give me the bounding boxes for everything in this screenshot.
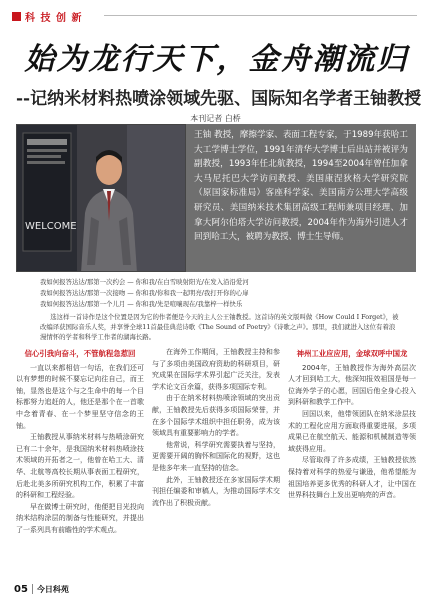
body-columns [16,347,416,579]
body-column-2 [152,347,280,579]
body-column-1 [16,347,144,579]
body-paragraph: 此外，王铀教授还在多家国际学术期刊担任编委和审稿人，为推动国际学术交流作出了积极贡献。 [152,475,280,507]
page-footer [14,583,69,595]
body-paragraph: 回国以来，他带领团队在纳米涂层技术的工程化应用方面取得重要进展，多项成果已在航空航天、能源和机械制造等领域获得应用。 [288,409,416,453]
article-byline: 本刊记者 白桥 [190,114,241,123]
poem-line: 我如何报答达达/那第一次约会 — 你和我/在白雪映射阳光/在发入沿沿爱河 [40,278,249,286]
body-paragraph: 早在做博士研究时，他便把目光投向纳米结构涂层的制备与性能研究，并提出了一系列具有前瞻性的学术观点。 [16,502,144,534]
header-rule [104,15,417,16]
body-paragraph: 王铀教授从事纳米材料与热喷涂研究已有二十余年，是我国纳米材料热喷涂技术领域的开拓者之一，他曾在哈工大、清华、北航等高校长期从事表面工程研究，后赴北美多所研究机构工作，积累了丰富的科研和工程经验。 [16,433,144,500]
body-paragraph: 一直以来都相信一句话，在我们还可以有梦想的时候不要忘记向往自己，而王铀，显然也是这个与之生命中的每一个目标都努力追赶的人，他还是那个在一首歌中念着青春、在一个梦里坚守信念的王铀。 [16,363,144,430]
article-title: 始为龙行天下，金舟潮流归 [24,42,409,77]
article-subtitle: --记纳米材料热喷涂领域先驱、国际知名学者王铀教授 [16,89,422,109]
body-paragraph: 在海外工作期间，王铀教授主持和参与了多项由美国政府资助的科研项目，研究成果在国际学术界引起广泛关注，发表学术论文百余篇，获得多项国际专利。 [152,348,280,391]
section-heading: 信心引我向奋斗，不管航程急惹回 [24,349,136,358]
section-tag [12,8,82,24]
section-heading: 神州工业应应用，金球双呼中国龙 [296,349,408,358]
body-paragraph: 由于在纳米材料热喷涂领域的突出贡献，王铀教授先后获得多项国际荣誉，并在多个国际学术组织中担任职务，成为该领域具有重要影响力的学者。 [152,394,280,438]
footer-divider [32,584,33,594]
welcome-sign-text: WELCOME [25,221,77,232]
section-label: 科 技 创 新 [25,12,83,24]
poem-block [40,277,400,342]
portrait-photo [16,124,186,272]
bio-info-box: 王铀 教授，摩擦学家、表面工程专家，于1989年获哈工大工学博士学位，1991年清华大学博士后出站并被评为副教授，1993年任北航教授，1994至2004年曾任加拿大马尼托巴大学访问教授、美国康涅狄格大学研究院（原国家标准局）客座科学家、美国南方公理大学高级研究员、美国纳米技术集团高级工程师兼项目经理、加拿大阿尔伯塔大学访问教授，2004年作为海外引进人才回到哈工大，被聘为教授、博士生导师。 [186,124,416,272]
body-paragraph: 2004年，王铀教授作为海外高层次人才回到哈工大，他深知报效祖国是每一位海外学子的心愿，回国后他全身心投入到科研和教学工作中。 [288,363,416,407]
poem-line: 我如何报答达达/那第一次接吻 — 你和我/你和我一起明亮/我打开你的心扉 [40,289,249,297]
page-number: 05 [14,583,28,595]
body-paragraph: 他常说，科学研究需要执着与坚持，更需要开阔的胸怀和国际化的视野，这也是他多年来一直坚持的信念。 [152,440,280,472]
body-column-3 [288,347,416,579]
body-paragraph: 尽管取得了许多成绩，王铀教授依然保持着对科学的热爱与谦逊，他希望能为祖国培养更多优秀的科研人才，让中国在世界科技舞台上发出更响亮的声音。 [288,456,416,500]
section-tag-square [12,12,21,21]
portrait-illustration [17,125,186,272]
poem-line: 我如何报答达达/那第一个儿月 — 你和我/先是喧嚷现在/我靠梓一样快乐 [40,300,243,308]
publication-name: 今日科苑 [36,584,69,594]
poem-note: 选这样一首诗作是这个位置是因为它的作者便是今天的主人公王铀教授。这首诗的英文版叫做《How Could I Forget》，被改编译获国际音乐人奖，并享誉全球11首最佳典范诗歌《The Sound of Poetry》《诗歌之声》。那里，我们就进入这位有着浪漫情怀的学者和科学工作者的湖海长路。 [40,313,399,341]
